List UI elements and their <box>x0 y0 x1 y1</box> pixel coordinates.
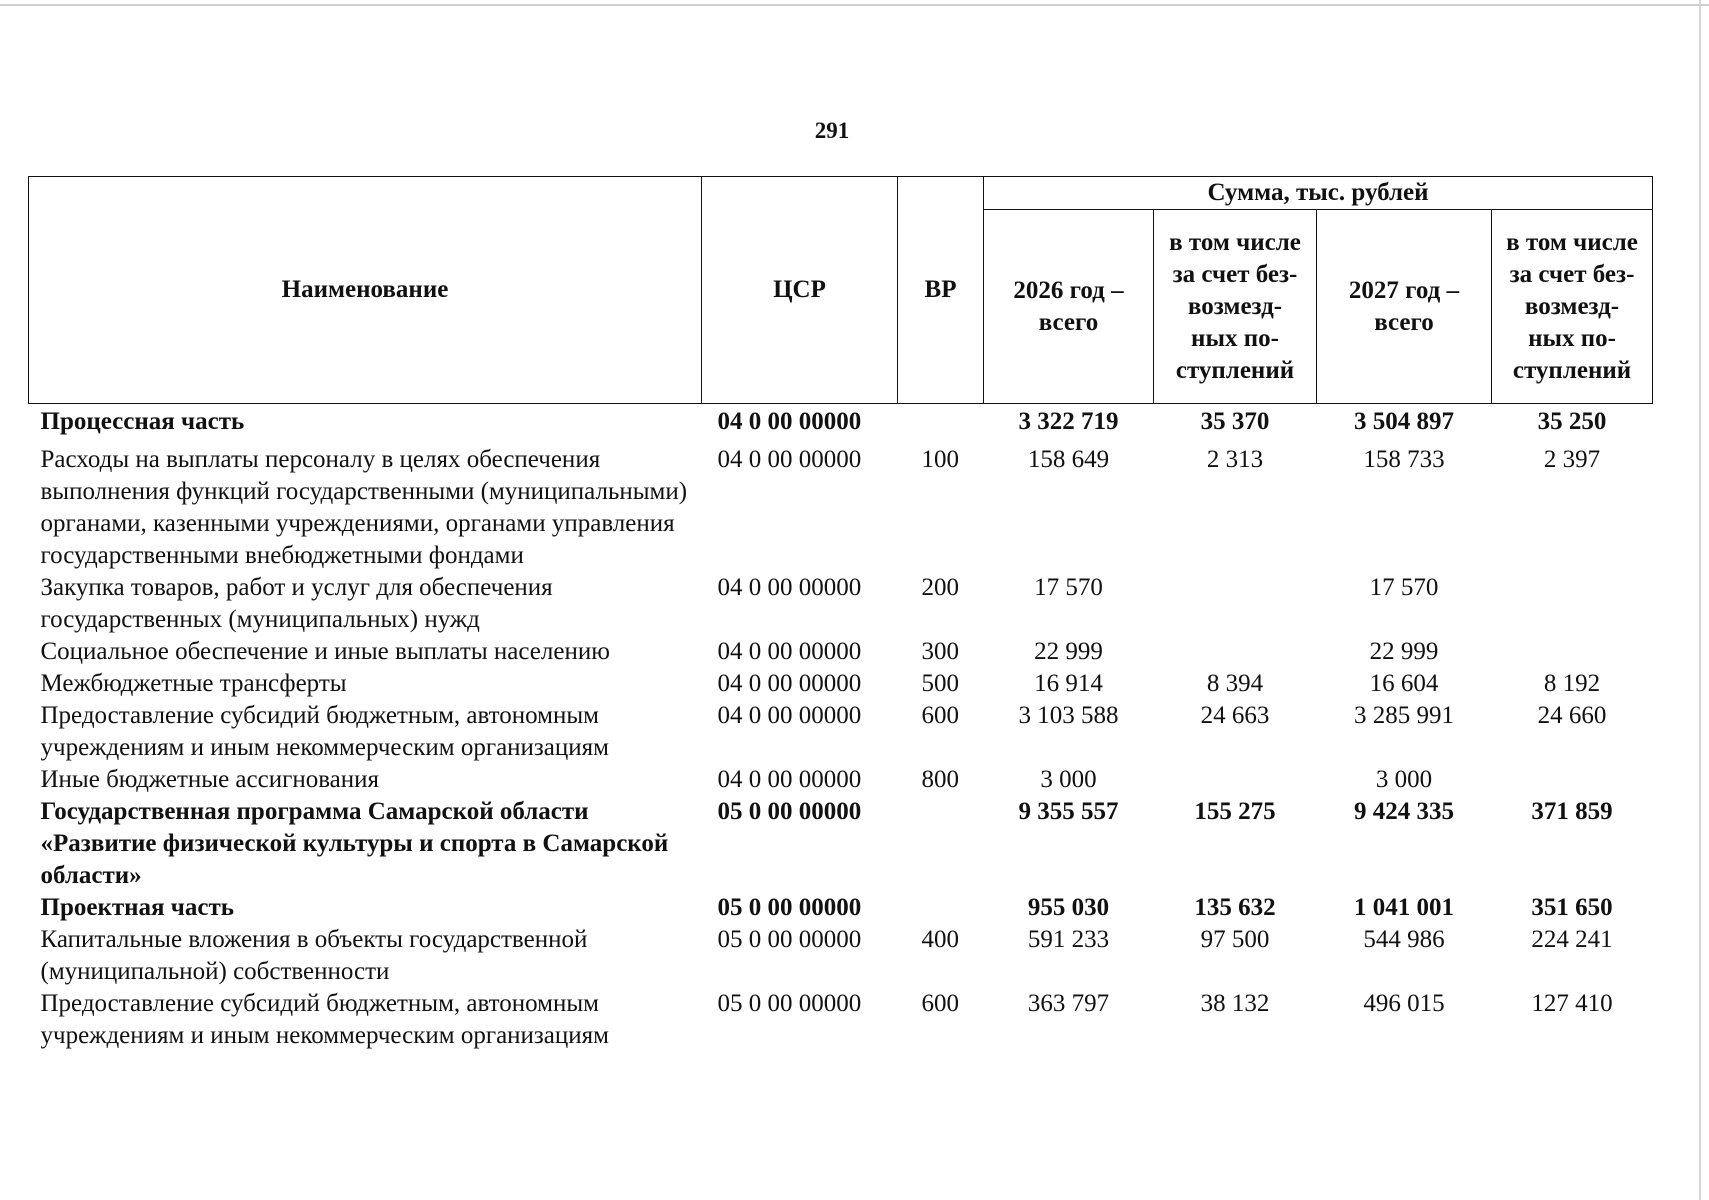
row-free-2026: 8 394 <box>1206 670 1264 697</box>
row-csr: 04 0 00 00000 <box>717 670 862 697</box>
row-vr: 100 <box>921 446 959 473</box>
row-free-2027 <box>1492 764 1653 796</box>
row-free-2026: 24 663 <box>1200 702 1270 729</box>
row-sum-2026: 17 570 <box>1034 574 1103 601</box>
table-row <box>29 700 1653 764</box>
header-name: Наименование <box>29 177 702 404</box>
table-row <box>29 404 1653 439</box>
row-vr: 400 <box>921 926 959 953</box>
row-csr: 04 0 00 00000 <box>717 766 862 793</box>
row-sum-2026: 22 999 <box>1034 638 1103 665</box>
row-csr: 05 0 00 00000 <box>717 798 862 825</box>
row-sum-2026: 955 030 <box>1027 894 1110 921</box>
row-free-2026: 2 313 <box>1206 446 1264 473</box>
row-free-2026 <box>1154 572 1317 636</box>
row-vr: 600 <box>921 702 959 729</box>
table-row <box>29 924 1653 988</box>
row-sum-2026: 158 649 <box>1027 446 1110 473</box>
header-2027-total: 2027 год – всего <box>1317 210 1492 404</box>
row-name: Процессная часть <box>40 408 245 435</box>
table-row <box>29 438 1653 572</box>
row-sum-2027: 3 000 <box>1375 766 1433 793</box>
row-sum-2027: 16 604 <box>1369 670 1439 697</box>
row-csr: 04 0 00 00000 <box>717 638 862 665</box>
row-free-2026: 97 500 <box>1200 926 1270 953</box>
row-csr: 05 0 00 00000 <box>717 926 862 953</box>
row-name: Закупка товаров, работ и услуг для обеспечения государственных (муниципальных) нужд <box>40 574 553 633</box>
row-sum-2027: 3 285 991 <box>1354 702 1454 729</box>
header-sum-group: Сумма, тыс. рублей <box>984 177 1653 210</box>
row-csr: 05 0 00 00000 <box>717 990 862 1017</box>
row-name: Государственная программа Самарской области «Развитие физической культуры и спорта в Самарской области» <box>40 798 669 889</box>
row-csr: 04 0 00 00000 <box>717 408 862 435</box>
table-row <box>29 892 1653 924</box>
row-sum-2026: 363 797 <box>1027 990 1110 1017</box>
header-2026-total: 2026 год – всего <box>984 210 1154 404</box>
row-vr: 200 <box>921 574 959 601</box>
table-row <box>29 668 1653 700</box>
row-sum-2027: 17 570 <box>1369 574 1439 601</box>
row-vr <box>898 796 984 892</box>
row-sum-2027: 3 504 897 <box>1354 408 1454 435</box>
row-csr: 04 0 00 00000 <box>717 574 862 601</box>
row-vr: 800 <box>921 766 959 793</box>
row-sum-2026: 16 914 <box>1034 670 1103 697</box>
header-vr: ВР <box>898 177 984 404</box>
row-vr <box>898 892 984 924</box>
scan-edge-top <box>0 4 1709 6</box>
row-free-2027: 8 192 <box>1543 670 1601 697</box>
row-vr: 500 <box>921 670 959 697</box>
row-csr: 05 0 00 00000 <box>717 894 862 921</box>
header-2026-free: в том числе за счет без-возмезд-ных по-ступлений <box>1154 210 1317 404</box>
row-free-2027: 35 250 <box>1537 408 1607 435</box>
row-name: Расходы на выплаты персоналу в целях обеспечения выполнения функций государственными (муниципальными) органами, казенными учреждениями, органами управления государственными внебюджетными фондами <box>40 446 688 569</box>
scan-edge-right <box>1699 0 1701 1200</box>
table-row <box>29 796 1653 892</box>
row-name: Предоставление субсидий бюджетным, автономным учреждениям и иным некоммерческим организациям <box>40 990 609 1049</box>
row-sum-2027: 544 986 <box>1363 926 1445 953</box>
row-vr: 300 <box>921 638 959 665</box>
budget-table <box>28 176 1653 1052</box>
row-name: Межбюджетные трансферты <box>40 670 347 697</box>
row-free-2027: 351 650 <box>1531 894 1613 921</box>
table-body <box>29 404 1653 1053</box>
row-free-2027: 2 397 <box>1543 446 1601 473</box>
table-row <box>29 764 1653 796</box>
row-free-2027 <box>1492 636 1653 668</box>
row-free-2026 <box>1154 636 1317 668</box>
row-name: Социальное обеспечение и иные выплаты населению <box>40 638 610 665</box>
row-vr <box>898 404 984 439</box>
row-free-2026: 38 132 <box>1200 990 1270 1017</box>
table-row <box>29 572 1653 636</box>
row-name: Предоставление субсидий бюджетным, автономным учреждениям и иным некоммерческим организациям <box>40 702 609 761</box>
row-sum-2026: 3 322 719 <box>1018 408 1119 435</box>
row-sum-2027: 9 424 335 <box>1354 798 1454 825</box>
page-number: 291 <box>814 118 850 143</box>
row-free-2027: 371 859 <box>1531 798 1613 825</box>
row-free-2027: 127 410 <box>1531 990 1613 1017</box>
row-csr: 04 0 00 00000 <box>717 702 862 729</box>
row-sum-2026: 9 355 557 <box>1018 798 1119 825</box>
row-vr: 600 <box>921 990 959 1017</box>
header-2027-free: в том числе за счет без-возмезд-ных по-ступлений <box>1492 210 1653 404</box>
row-free-2027: 24 660 <box>1537 702 1607 729</box>
row-sum-2027: 496 015 <box>1363 990 1445 1017</box>
header-csr: ЦСР <box>702 177 898 404</box>
row-sum-2027: 22 999 <box>1369 638 1439 665</box>
row-free-2026: 155 275 <box>1194 798 1276 825</box>
row-name: Капитальные вложения в объекты государственной (муниципальной) собственности <box>40 926 588 985</box>
row-free-2026: 35 370 <box>1200 408 1270 435</box>
row-free-2026 <box>1154 764 1317 796</box>
row-free-2026: 135 632 <box>1194 894 1276 921</box>
table-row <box>29 988 1653 1052</box>
row-name: Проектная часть <box>40 894 235 921</box>
row-csr: 04 0 00 00000 <box>717 446 862 473</box>
table-header <box>29 177 1653 404</box>
table-row <box>29 636 1653 668</box>
row-sum-2026: 3 103 588 <box>1018 702 1119 729</box>
row-free-2027 <box>1492 572 1653 636</box>
row-name: Иные бюджетные ассигнования <box>40 766 380 793</box>
row-sum-2026: 3 000 <box>1040 766 1097 793</box>
row-sum-2027: 158 733 <box>1363 446 1445 473</box>
row-free-2027: 224 241 <box>1531 926 1613 953</box>
row-sum-2026: 591 233 <box>1027 926 1110 953</box>
row-sum-2027: 1 041 001 <box>1354 894 1454 921</box>
